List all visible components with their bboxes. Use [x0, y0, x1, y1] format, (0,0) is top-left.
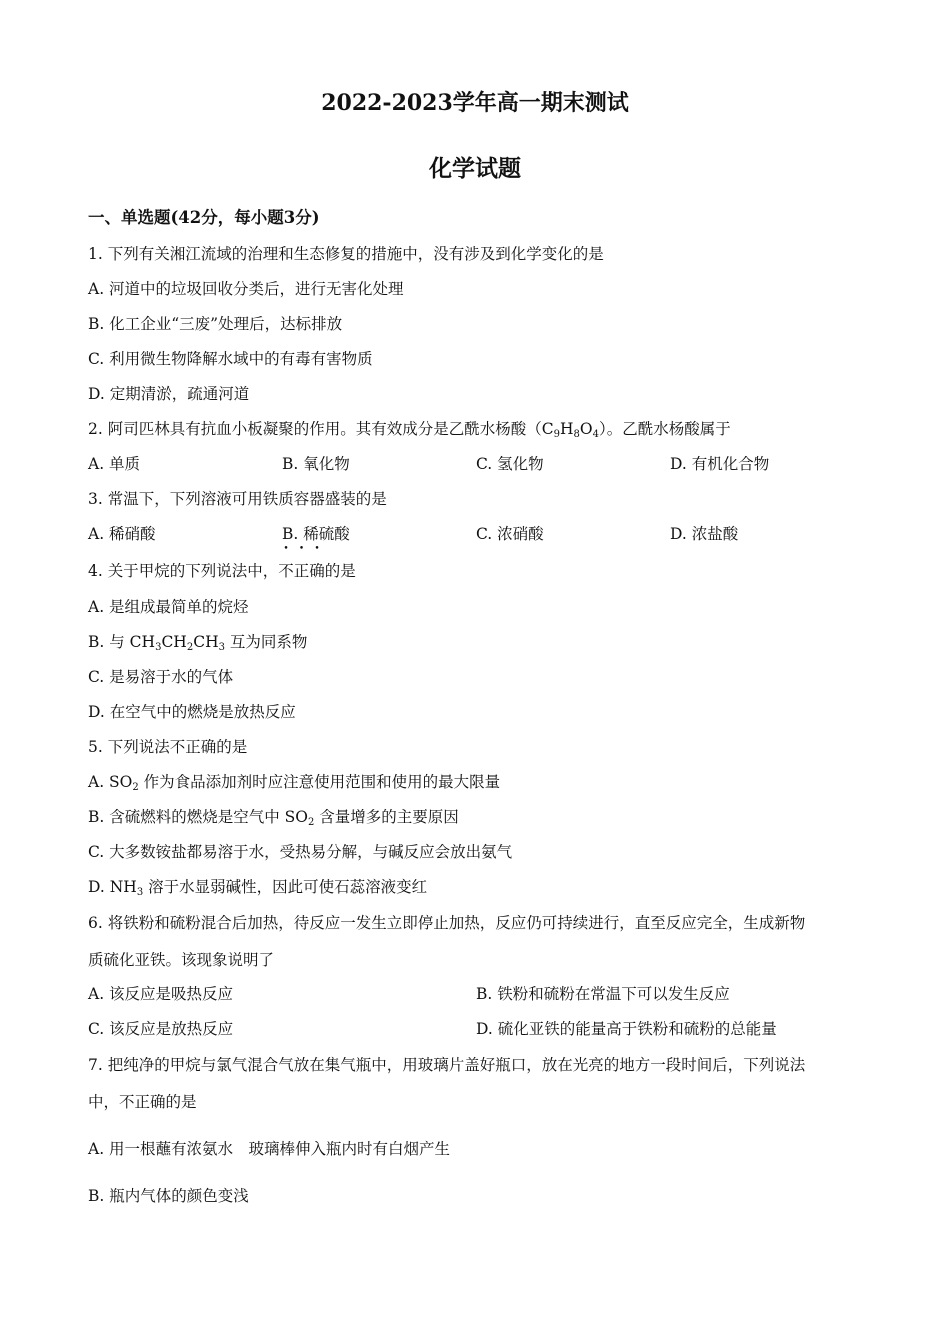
q1-option-a: A. 河道中的垃圾回收分类后，进行无害化处理: [88, 280, 404, 298]
q4-stem: 4. 关于甲烷的下列说法中，不正确的是: [88, 559, 356, 581]
q7-stem-line1: 7. 把纯净的甲烷与氯气混合气放在集气瓶中，用玻璃片盖好瓶口，放在光亮的地方一段时间后，下列说法: [88, 1056, 806, 1074]
q6-option-a: A. 该反应是吸热反应: [88, 985, 234, 1003]
q4-option-c: C. 是易溶于水的气体: [88, 668, 234, 686]
q1-option-b: B. 化工企业“三废”处理后，达标排放: [88, 315, 343, 333]
q2-stem: 2. 阿司匹林具有抗血小板凝聚的作用。其有效成分是乙酰水杨酸$(C_9H_8O_4)$。乙酰水杨酸属于: [88, 420, 731, 440]
exam-subtitle: 化学试题: [429, 155, 521, 182]
q3-option-a: A. 稀硝酸: [88, 525, 156, 543]
exam-title: 2022-2023学年高一期末测试: [321, 90, 629, 116]
q5-option-b: B. 含硫燃料的燃烧是空气中 $SO_2$ 含量增多的主要原因: [88, 808, 459, 828]
q5-option-a: A. $SO_2$ 作为食品添加剂时应注意使用范围和使用的最大限量: [88, 773, 501, 793]
q4-option-a: A. 是组成最简单的烷烃: [88, 598, 249, 616]
q2-option-a: A. 单质: [88, 455, 141, 473]
q2-option-b: B. 氧化物: [282, 455, 350, 473]
q1-stem: 1. 下列有关湘江流域的治理和生态修复的措施中，没有涉及到化学变化的是: [88, 245, 604, 263]
emphasis-char: 不: [278, 562, 294, 580]
q1-option-d: D. 定期清淤，疏通河道: [88, 385, 250, 403]
emphasis-char: 正: [293, 562, 310, 580]
q3-stem: 3. 常温下，下列溶液可用铁质容器盛装的是: [88, 490, 387, 508]
q3-option-c: C. 浓硝酸: [476, 525, 544, 543]
q1-option-c: C. 利用微生物降解水域中的有毒有害物质: [88, 350, 373, 368]
q6-option-d: D. 硫化亚铁的能量高于铁粉和硫粉的总能量: [476, 1020, 777, 1038]
q3-option-b: B. 稀硫酸: [282, 525, 350, 543]
q4-option-d: D. 在空气中的燃烧是放热反应: [88, 703, 296, 721]
emphasis-char: 确: [309, 562, 325, 580]
q4-option-b: B. 与 $CH_3CH_2CH_3$ 互为同系物: [88, 633, 308, 653]
q2-option-d: D. 有机化合物: [670, 455, 770, 473]
q6-stem-line1: 6. 将铁粉和硫粉混合后加热，待反应一发生立即停止加热，反应仍可持续进行，直至反应完全，生成新物: [88, 914, 806, 932]
q7-option-a: A. 用一根蘸有浓氨水 玻璃棒伸入瓶内时有白烟产生: [88, 1140, 451, 1158]
q6-stem-line2: 质硫化亚铁。该现象说明了: [88, 951, 275, 969]
section-heading: 一、单选题(42分，每小题3分): [88, 208, 320, 227]
q3-option-d: D. 浓盐酸: [670, 525, 739, 543]
q7-option-b: B. 瓶内气体的颜色变浅: [88, 1187, 249, 1205]
q5-option-d: D. $NH_3$ 溶于水显弱碱性，因此可使石蕊溶液变红: [88, 878, 428, 898]
q2-option-c: C. 氢化物: [476, 455, 544, 473]
q7-stem-line2: 中，不正确的是: [88, 1093, 197, 1111]
q6-option-c: C. 该反应是放热反应: [88, 1020, 234, 1038]
q6-option-b: B. 铁粉和硫粉在常温下可以发生反应: [476, 985, 730, 1003]
q5-option-c: C. 大多数铵盐都易溶于水，受热易分解，与碱反应会放出氨气: [88, 843, 513, 861]
q5-stem: 5. 下列说法不正确的是: [88, 738, 248, 756]
